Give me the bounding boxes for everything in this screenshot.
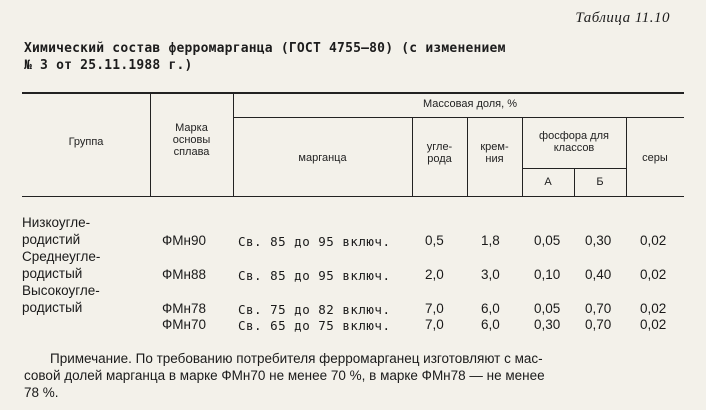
table-row-2-si: 3,0 <box>481 267 500 282</box>
header-grade: Марка основы сплава <box>172 122 211 158</box>
title-line-2: № 3 от 25.11.1988 г.) <box>24 58 193 73</box>
table-row-3-pb: 0,70 <box>585 301 612 316</box>
table-row-3-grade: ФМн78 <box>162 301 206 316</box>
title-line-1: Химический состав ферромарганца (ГОСТ 4755—80) (с изменением <box>24 41 506 56</box>
header-class-a: А <box>544 176 552 188</box>
header-class-b: Б <box>596 176 604 188</box>
table-row-3-s: 0,02 <box>640 301 667 316</box>
header-silicon: крем- ния <box>480 141 509 165</box>
col-divider-grade <box>233 94 234 196</box>
table-row-4-pa: 0,30 <box>534 317 561 332</box>
header-phosphorus: фосфора для классов <box>539 130 609 154</box>
table-row-3-mn: Св. 75 до 82 включ. <box>238 302 391 317</box>
group-high-carbon-line2: родистый <box>22 300 83 315</box>
table-row-4-mn: Св. 65 до 75 включ. <box>238 318 391 333</box>
header-group: Группа <box>68 136 104 148</box>
group-medium-carbon-line2: родистый <box>22 266 83 281</box>
table-row-1-grade: ФМн90 <box>162 233 206 248</box>
table-row-4-c: 7,0 <box>425 317 444 332</box>
table-row-4-s: 0,02 <box>640 317 667 332</box>
table-title <box>24 40 684 74</box>
table-row-1-pa: 0,05 <box>534 233 561 248</box>
table-row-1-pb: 0,30 <box>585 233 612 248</box>
note-line-1: Примечание. По требованию потребителя ферромарганец изготовляют с мас- <box>50 351 543 366</box>
table-row-2-pa: 0,10 <box>534 267 561 282</box>
table-row-2-pb: 0,40 <box>585 267 612 282</box>
table-row-3-pa: 0,05 <box>534 301 561 316</box>
group-low-carbon-line2: родистий <box>22 232 81 247</box>
group-low-carbon-line1: Низкоугле- <box>22 215 91 230</box>
header-sulfur: серы <box>642 152 668 164</box>
note-line-2: совой долей марганца в марке ФМн70 не менее 70 %, в марке ФМн78 — не менее <box>24 368 545 383</box>
group-high-carbon-line1: Высокоугле- <box>22 283 100 298</box>
table-row-2-c: 2,0 <box>425 267 444 282</box>
header-carbon: угле- рода <box>426 141 453 165</box>
header-mass-fraction: Массовая доля, % <box>422 98 518 110</box>
group-medium-carbon-line1: Среднеугле- <box>22 249 101 264</box>
table-row-3-c: 7,0 <box>425 301 444 316</box>
table-row-3-si: 6,0 <box>481 301 500 316</box>
table-row-1-si: 1,8 <box>481 233 500 248</box>
table-row-1-c: 0,5 <box>425 233 444 248</box>
table-row-1-mn: Св. 85 до 95 включ. <box>238 234 391 249</box>
table-row-1-s: 0,02 <box>640 233 667 248</box>
subheader-rule <box>233 117 684 118</box>
table-row-2-grade: ФМн88 <box>162 267 206 282</box>
table-caption: Таблица 11.10 <box>575 10 670 26</box>
table-row-2-mn: Св. 85 до 95 включ. <box>238 268 391 283</box>
table-row-2-s: 0,02 <box>640 267 667 282</box>
header-manganese: марганца <box>298 152 347 164</box>
header-bottom-rule <box>22 196 684 197</box>
table-row-4-grade: ФМн70 <box>162 317 206 332</box>
table-row-4-si: 6,0 <box>481 317 500 332</box>
table-note <box>24 350 686 401</box>
table-top-rule <box>22 92 684 94</box>
note-line-3: 78 %. <box>24 385 59 400</box>
table-row-4-pb: 0,70 <box>585 317 612 332</box>
